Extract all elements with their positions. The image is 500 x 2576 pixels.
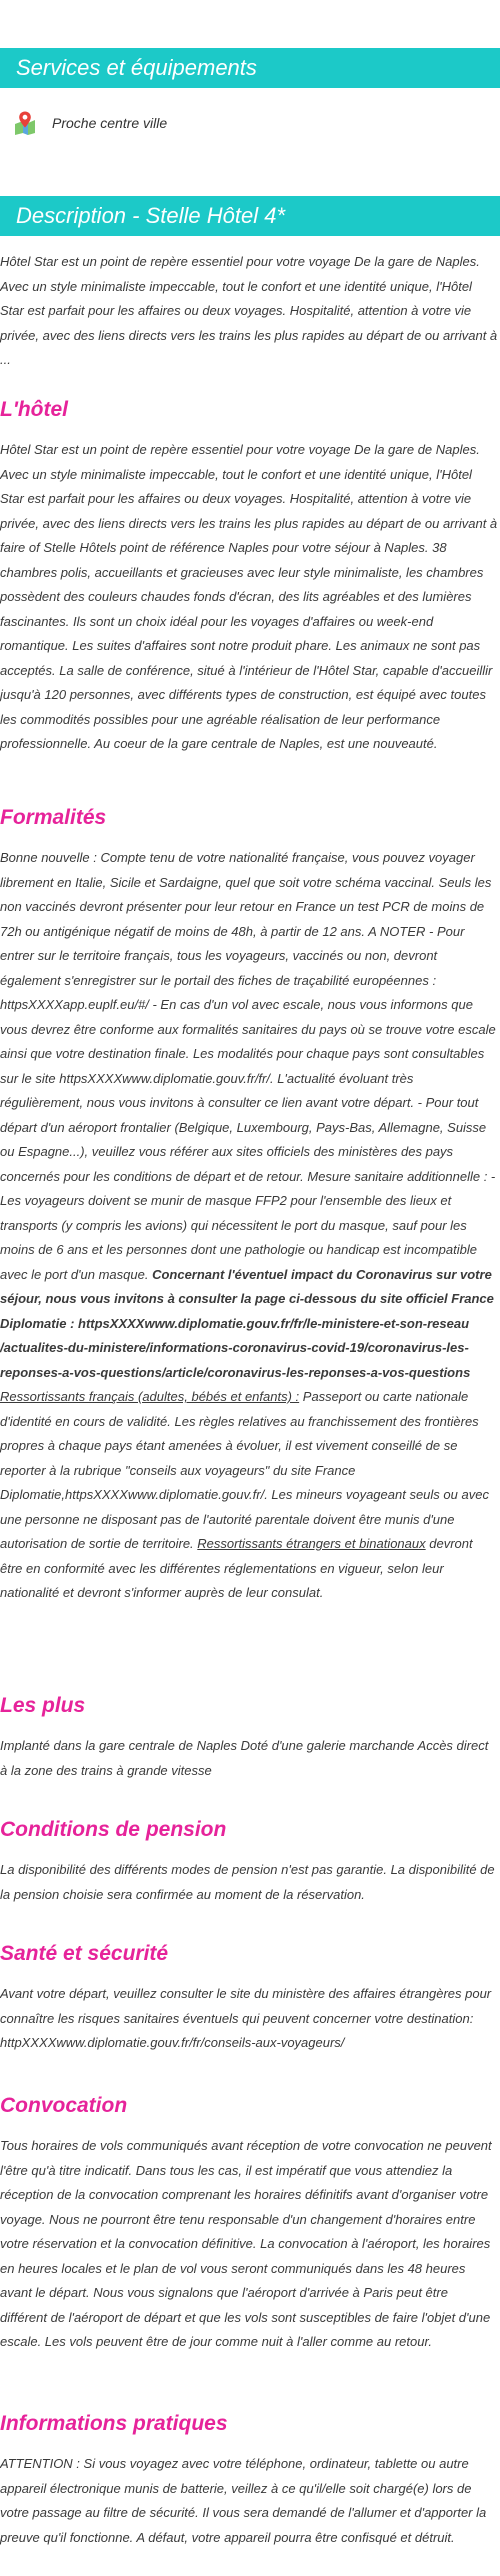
pension-title: Conditions de pension: [0, 1818, 227, 1841]
convocation-title: Convocation: [0, 2094, 128, 2117]
description-section: [0, 250, 500, 373]
infos-title: Informations pratiques: [0, 2412, 228, 2435]
description-text: Hôtel Star est un point de repère essentiel pour votre voyage De la gare de Naples. Avec un style minimaliste impeccable, tout le confort et une identité unique, l'Hôtel Star est parfait pour les affaires ou deux voyages. Hospitalité, attention à votre vie privée, avec des liens directs vers les trains les plus rapides au départ de ou arrivant à ...: [0, 254, 498, 367]
convocation-section: [0, 2092, 500, 2355]
formalites-text: [0, 846, 500, 1606]
amenity-item: [12, 108, 167, 138]
amenity-label: Proche centre ville: [52, 115, 168, 131]
sante-text: Avant votre départ, veuillez consulter le site du ministère des affaires étrangères pour connaître les risques sanitaires éventuels qui peuvent concerner votre destination: httpXXXXwww.diplomatie.gouv.fr/fr/conseils-aux-voyageurs/: [0, 1986, 492, 2050]
formalites-foreign-nationals: Ressortissants étrangers et binationaux: [197, 1536, 426, 1551]
hotel-section: [0, 396, 500, 757]
formalites-text-2: Passeport ou carte nationale d'identité en cours de validité. Les règles relatives au franchissement des frontières propres à chaque pays étant amenées à évoluer, il est vivement conseillé de se reporter à la rubrique "conseils aux voyageurs" du site France Diplomatie,httpsXXXXwww.diplomatie.gouv.fr/. Les mineurs voyageant seuls ou avec une personne ne disposant pas de l'autorité parentale doivent être munis d'une autorisation de sortie de territoire.: [0, 1389, 489, 1551]
description-title: Description - Stelle Hôtel 4*: [16, 203, 286, 228]
hotel-text: Hôtel Star est un point de repère essentiel pour votre voyage De la gare de Naples. Avec un style minimaliste impeccable, tout le confort et une identité unique, l'Hôtel Star est parfait pour les affaires ou deux voyages. Hospitalité, attention à votre vie privée, avec des liens directs vers les trains les plus rapides au départ de ou arrivant à faire of Stelle Hôtels point de référence Naples pour votre séjour à Naples. 38 chambres polis, accueillants et gracieuses avec leur style minimaliste, les chambres possèdent des couleurs chaudes fonds d'écran, des lits agréables et des lumières fascinantes. Ils sont un choix idéal pour les voyages d'affaires ou week-end romantique. Les suites d'affaires sont notre produit phare. Les animaux ne sont pas acceptés. La salle de conférence, situé à l'intérieur de l'Hôtel Star, capable d'accueillir jusqu'à 120 personnes, avec différents types de construction, est équipé avec toutes les commodités possibles pour une agréable réalisation de leur performance professionnelle. Au coeur de la gare centrale de Naples, est une nouveauté.: [0, 442, 498, 751]
formalites-covid-link[interactable]: Concernant l'éventuel impact du Coronavirus sur votre séjour, nous vous invitons à consulter la page ci-dessous du site officiel France Diplomatie : httpsXXXXwww.diplomatie.gouv.fr/fr/le-ministere-et-son-reseau /actualites-du-ministere/informations-coronavirus-covid-19/coronavirus-les-reponses-a-vos-questions/article/coronavirus-les-reponses-a-vos-questions: [0, 1266, 494, 1380]
formalites-text-3: devront être en conformité avec les différentes réglementations en vigueur, selon leur nationalité et devront s'informer auprès de leur consulat.: [0, 1536, 473, 1600]
plus-text: Implanté dans la gare centrale de Naples Doté d'une galerie marchande Accès direct à la zone des trains à grande vitesse: [0, 1738, 489, 1778]
description-header: [0, 196, 500, 236]
formalites-french-nationals: Ressortissants français (adultes, bébés et enfants) :: [0, 1389, 300, 1404]
hotel-title: L'hôtel: [0, 398, 68, 421]
plus-title: Les plus: [0, 1694, 86, 1717]
formalites-section: [0, 804, 500, 1606]
formalites-text-1: Bonne nouvelle : Compte tenu de votre nationalité française, vous pouvez voyager librement en Italie, Sicile et Sardaigne, quel que soit votre schéma vaccinal. Seuls les non vaccinés devront présenter pour leur retour en France un test PCR de moins de 72h ou antigénique négatif de moins de 48h, à partir de 12 ans. A NOTER - Pour entrer sur le territoire français, tous les voyageurs, vaccinés ou non, devront également s'enregistrer sur le portail des fiches de traçabilité européennes : httpsXXXXapp.euplf.eu/#/ - En cas d'un vol avec escale, nous vous informons que vous devrez être conforme aux formalités sanitaires du pays où se trouve votre escale ainsi que votre destination finale. Les modalités pour chaque pays sont consultables sur le site httpsXXXXwww.diplomatie.gouv.fr/fr/. L'actualité évoluant très régulièrement, nous vous invitons à consulter ce lien avant votre départ. - Pour tout départ d'un aéroport frontalier (Belgique, Luxembourg, Pays-Bas, Allemagne, Suisse ou Espagne...), veuillez vous référer aux sites officiels des ministères des pays concernés pour les conditions de départ et de retour. Mesure sanitaire additionnelle : - Les voyageurs doivent se munir de masque FFP2 pour l'ensemble des lieux et transports (y compris les avions) qui nécessitent le port du masque, sauf pour les moins de 6 ans et les personnes dont une pathologie ou handicap est incompatible avec le port d'un masque.: [0, 850, 496, 1282]
infos-section: [0, 2410, 500, 2550]
pension-text: La disponibilité des différents modes de pension n'est pas garantie. La disponibilité de la pension choisie sera confirmée au moment de la réservation.: [0, 1862, 495, 1902]
formalites-title: Formalités: [0, 806, 107, 829]
infos-text: ATTENTION : Si vous voyagez avec votre téléphone, ordinateur, tablette ou autre appareil électronique munis de batterie, veillez à ce qu'il/elle soit chargé(e) lors de votre passage au filtre de sécurité. Il vous sera demandé de l'allumer et d'apporter la preuve qu'il fonctionne. A défaut, votre appareil pourra être confisqué et détruit.: [0, 2456, 487, 2545]
services-title: Services et équipements: [16, 55, 257, 80]
sante-section: [0, 1940, 500, 2056]
sante-title: Santé et sécurité: [0, 1942, 169, 1965]
plus-section: [0, 1692, 500, 1783]
convocation-text: Tous horaires de vols communiqués avant réception de votre convocation ne peuvent l'être qu'à titre indicatif. Dans tous les cas, il est impératif que vous attendiez la réception de la convocation comprenant les horaires définitifs avant d'organiser votre voyage. Nous ne pourront être tenu responsable d'un changement d'horaires entre votre réservation et la convocation définitive. La convocation à l'aéroport, les horaires en heures locales et le plan de vol vous seront communiqués dans les 48 heures avant le départ. Nous vous signalons que l'aéroport d'arrivée à Paris peut être différent de l'aéroport de départ et que les vols sont susceptibles de faire l'objet d'une escale. Les vols peuvent être de jour comme nuit à l'aller comme au retour.: [0, 2138, 492, 2349]
map-pin-icon: [12, 110, 38, 136]
pension-section: [0, 1816, 500, 1907]
services-header: [0, 48, 500, 88]
